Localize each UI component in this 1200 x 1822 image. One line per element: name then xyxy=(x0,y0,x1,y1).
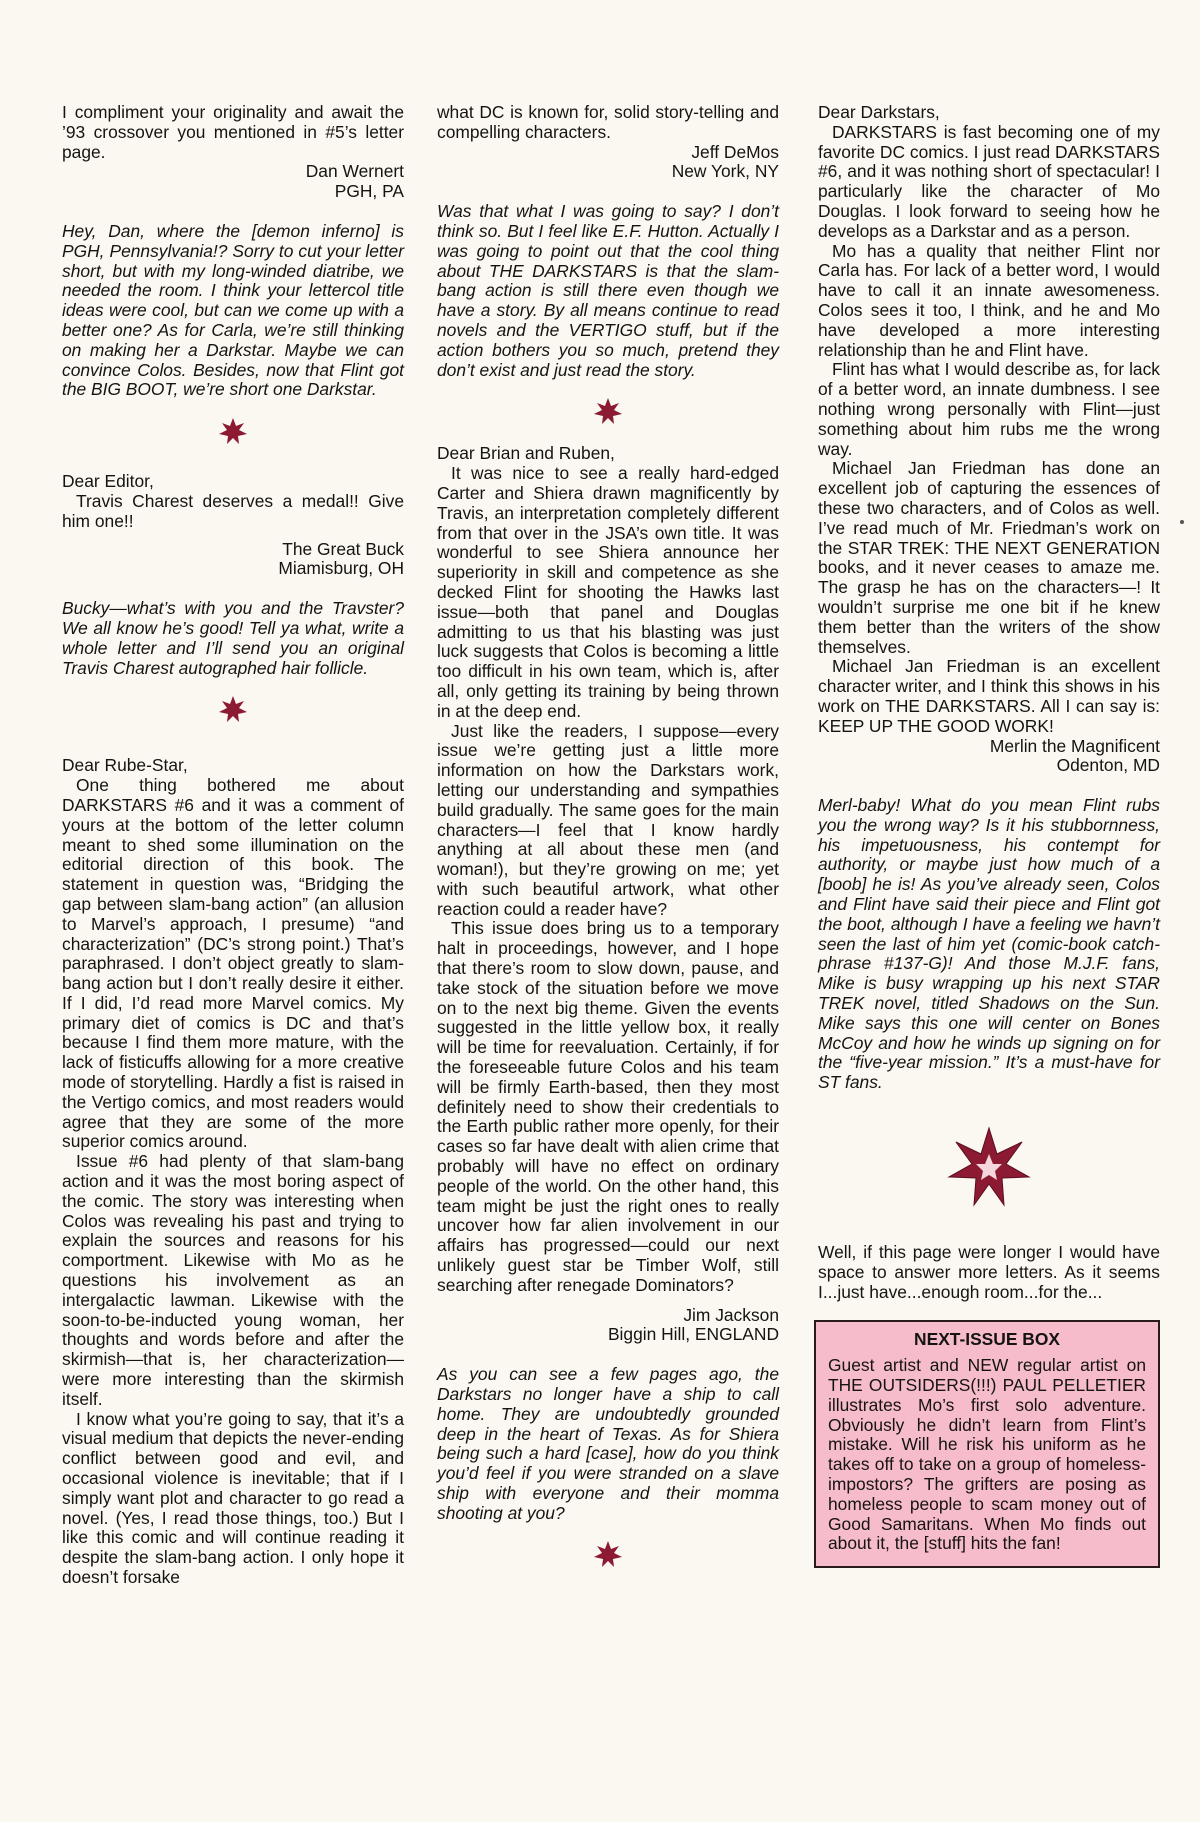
letter-paragraph: Mo has a quality that neither Flint nor Carla has. For lack of a better word, I would have to call it an innate awesomeness. Colos sees it too, I think, and he and Mo have developed a more interesting relationship than he and Flint have. xyxy=(818,240,1160,360)
letter-signature-place: PGH, PA xyxy=(334,181,404,202)
letter-paragraph: One thing bothered me about DARKSTARS #6 and it was a comment of yours at the bottom of the letter column meant to shed some illumination on the editorial direction of this book. The statement in question was, “Bridging the gap between slam-bang action” (an allusion to Marvel’s approach, I presume) “and characterization” (DC’s strong point.) That’s paraphrased. I don’t object greatly to slam-bang action but I don’t really desire it either. If I did, I’d read more Marvel comics. My primary diet of comics is DC and that’s because I find them more mature, with the lack of fisticuffs allowing for a more creative mode of storytelling. Hardly a fist is raised in the Vertigo comics, and most readers would agree that they are some of the more superior comics around. xyxy=(62,775,404,1152)
letter-paragraph: Michael Jan Friedman is an excellent character writer, and I think this shows in his work on THE DARKSTARS. All I can say is: KEEP UP THE GOOD WORK! xyxy=(818,656,1160,736)
star-divider-icon xyxy=(437,380,779,444)
next-issue-box-title: NEXT-ISSUE BOX xyxy=(914,1329,1060,1350)
letter-signature-place: Odenton, MD xyxy=(1056,755,1160,776)
star-divider-icon xyxy=(437,1524,779,1586)
closing-note: Well, if this page were longer I would have space to answer more letters. As it seems I...just have...enough room...for the... xyxy=(818,1242,1160,1302)
column-3 xyxy=(818,103,1160,1568)
letter-signature-name: The Great Buck xyxy=(282,538,404,559)
column-2 xyxy=(437,103,779,1586)
letter-signature-name: Jim Jackson xyxy=(683,1304,779,1325)
letter-salutation: Dear Rube-Star, xyxy=(62,755,188,776)
letter-signature-name: Jeff DeMos xyxy=(691,141,779,162)
editor-reply: As you can see a few pages ago, the Darkstars no longer have a ship to call home. They are undoubtedly grounded deep in the heart of Texas. As for Shiera being such a hard [case], how do you think you’d feel if you were stranded on a slave ship with everyone and their momma shooting at you? xyxy=(437,1364,779,1523)
editor-reply: Merl-baby! What do you mean Flint rubs you the wrong way? Is it his stubbornness, his impetuousness, his contempt for authority, or maybe just how much of a [boob] he is! As you’ve already seen, Colos and Flint have said their piece and Flint got the boot, although I have a feeling we havn’t seen the last of him yet (comic-book catch-phrase #137-G)! And those M.J.F. fans, Mike is busy wrapping up his next STAR TREK novel, titled Shadows on the Sun. Mike says this one will center on Bones McCoy and how he winds up signing on for the “five-year mission.” It’s a must-have for ST fans. xyxy=(818,795,1160,1093)
star-divider-icon xyxy=(62,678,404,742)
letter-paragraph: This issue does bring us to a temporary halt in proceedings, however, and I hope that there’s room to slow down, pause, and take stock of the situation before we move on to the next big theme. Given the events suggested in the little yellow box, it really will be time for reevaluation. Certainly, if for the foreseeable future Colos and his team will be firmly Earth-based, then they most definitely need to show their credentials to the Earth public rather more openly, for their cases so far have dealt with alien crime that probably will have no effect on ordinary people of the world. On the other hand, this team might be just the right ones to really uncover how far alien involvement in our affairs has progressed—could our next unlikely guest star be Timber Wolf, still searching after renegade Dominators? xyxy=(437,918,779,1295)
print-speck xyxy=(1180,520,1184,524)
letter-paragraph: Issue #6 had plenty of that slam-bang action and it was the most boring aspect of the comic. The story was interesting when Colos was revealing his past and trying to explain the sources and reasons for his comportment. Likewise with Mo as he questions his involvement as an intergalactic lawman. Likewise with the soon-to-be-inducted young woman, her thoughts and words before and after the skirmish—that is, her characterization—were more interesting than the skirmish itself. xyxy=(62,1151,404,1409)
next-issue-box xyxy=(814,1320,1160,1568)
letter-paragraph: I know what you’re going to say, that it’s a visual medium that depicts the never-ending conflict between good and evil, and occasional violence is inevitable; that if I simply want plot and character to go read a novel. (Yes, I read those things, too.) But I like this comic and will continue reading it despite the slam-bang action. I only hope it doesn’t forsake xyxy=(62,1408,404,1587)
letter-signature-name: Merlin the Magnificent xyxy=(989,735,1160,756)
letter-paragraph: Michael Jan Friedman has done an excellent job of capturing the essences of these two characters, and of Colos as well. I’ve read much of Mr. Friedman’s work on the STAR TREK: THE NEXT GENERATION books, and it never ceases to amaze me. The grasp he has on the characters—! It wouldn’t surprise me one bit if he knew them better than the writers of the show themselves. xyxy=(818,458,1160,657)
editor-reply: Bucky—what’s with you and the Travster? We all know he’s good! Tell ya what, write a whole letter and I’ll send you an original Travis Charest autographed hair follicle. xyxy=(62,598,404,678)
column-1 xyxy=(62,103,404,1588)
letter-paragraph: DARKSTARS is fast becoming one of my favorite DC comics. I just read DARKSTARS #6, and it was nothing short of spectacular! I particularly like the character of Mo Douglas. I look forward to seeing how he develops as a Darkstar and as a person. xyxy=(818,121,1160,241)
letter-salutation: Dear Editor, xyxy=(62,471,154,492)
editor-reply: Hey, Dan, where the [demon inferno] is PGH, Pennsylvania!? Sorry to cut your letter short, but with my long-winded diatribe, we needed the room. I think your lettercol title ideas were cool, but can we come up with a better one? As for Carla, we’re still thinking on making her a Darkstar. Maybe we can convince Colos. Besides, now that Flint got the BIG BOOT, we’re short one Darkstar. xyxy=(62,220,404,400)
letter-body: Travis Charest deserves a medal!! Give him one!! xyxy=(62,490,404,531)
letter-continuation: what DC is known for, solid story-telling and compelling characters. xyxy=(437,102,779,142)
letter-paragraph: Flint has what I would describe as, for lack of a better word, an innate dumbness. I see nothing wrong personally with Flint—just something about him rubs me the wrong way. xyxy=(818,359,1160,459)
letter-paragraph: It was nice to see a really hard-edged Carter and Shiera drawn magnificently by Travis, an interpretation completely different from that over in the JSA’s own title. It was wonderful to see Shiera announce her superiority in skill and competence as she decked Flint for shooting the Hawks last issue—both that panel and Douglas admitting to us that his blasting was just luck suggests that Colos is becoming a little too difficult in his own team, which is, after all, only getting its training by being thrown in at the deep end. xyxy=(437,463,779,721)
star-divider-icon xyxy=(62,400,404,464)
letter-body: I compliment your originality and await the ’93 crossover you mentioned in #5’s letter page. xyxy=(62,102,404,162)
letter-signature-name: Dan Wernert xyxy=(305,161,404,182)
editor-reply: Was that what I was going to say? I don’t think so. But I feel like E.F. Hutton. Actually I was going to point out that the cool thing about THE DARKSTARS is that the slam-bang action is still there even though we have a story. By all means continue to read novels and the VERTIGO stuff, but if the action bothers you so much, pretend they don’t exist and just read the story. xyxy=(437,201,779,380)
letter-signature-place: Biggin Hill, ENGLAND xyxy=(607,1324,779,1345)
next-issue-box-body: Guest artist and NEW regular artist on THE OUTSIDERS(!!!) PAUL PELLETIER illustrates Mo’s first solo adventure. Obviously he didn’t learn from Flint’s mistake. Will he risk his uniform as he takes off to take on a group of homeless-impostors? The grifters are posing as homeless people to scam money out of Good Samaritans. When Mo finds out about it, the [stuff] hits the fan! xyxy=(828,1355,1146,1554)
letter-signature-place: Miamisburg, OH xyxy=(278,558,404,579)
letter-salutation: Dear Brian and Ruben, xyxy=(437,443,615,464)
letter-paragraph: Just like the readers, I suppose—every issue we’re getting just a little more information on how the Darkstars work, letting our understanding and sympathies build gradually. The same goes for the main characters—I feel that I know hardly anything at all about these men (and woman!), but they’re growing on me; yet with such beautiful artwork, what other reaction could a reader have? xyxy=(437,720,779,919)
letter-signature-place: New York, NY xyxy=(671,161,779,182)
large-star-icon xyxy=(818,1093,1160,1243)
letter-salutation: Dear Darkstars, xyxy=(818,102,940,122)
